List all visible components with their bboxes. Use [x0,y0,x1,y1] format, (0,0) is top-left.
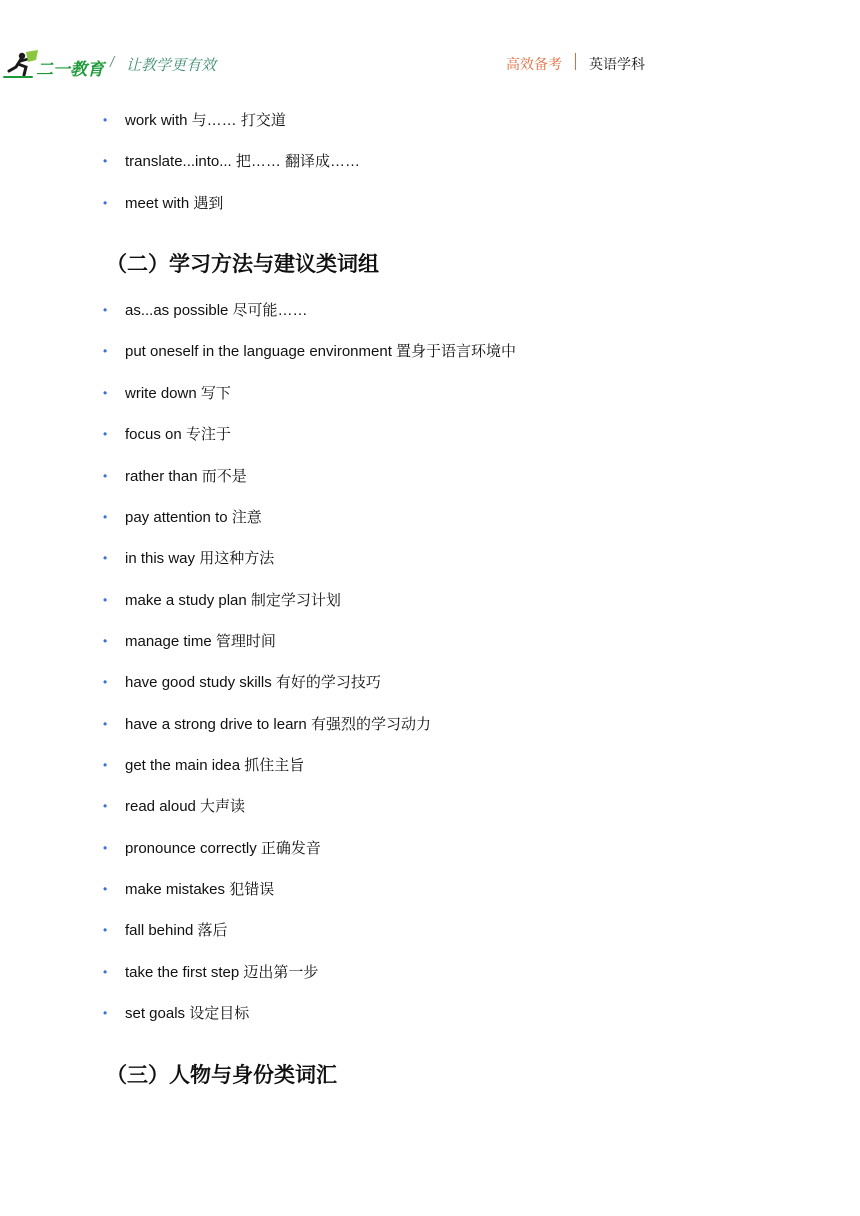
list-item-text: get the main idea 抓住主旨 [125,757,305,774]
page-header [0,44,860,80]
header-tag-exam: 高效备考 [506,56,562,72]
list-item-text: take the first step 迈出第一步 [125,964,319,981]
list-item-text: pronounce correctly 正确发音 [125,840,321,857]
list-item-text: translate...into... 把…… 翻译成…… [125,153,361,170]
slogan: 让教学更有效 [126,57,217,74]
list-item-text: read aloud 大声读 [125,798,246,815]
bullet: • [103,634,108,648]
bullet: • [103,758,108,772]
list-item-text: rather than 而不是 [125,468,247,485]
list-item-text: focus on 专注于 [125,426,231,443]
list-item-text: set goals 设定目标 [125,1005,250,1022]
header-tag-subject: 英语学科 [589,56,645,72]
bullet: • [103,510,108,524]
list-item-text: in this way 用这种方法 [125,550,275,567]
slogan-separator: / [110,54,115,71]
bullet: • [103,386,108,400]
bullet: • [103,344,108,358]
list-item-text: meet with 遇到 [125,195,224,212]
header-divider [575,53,576,70]
list-item-text: write down 写下 [125,385,231,402]
section-heading: （二）学习方法与建议类词组 [106,253,379,276]
logo-text: 二一教育 [36,60,104,79]
bullet: • [103,154,108,168]
bullet: • [103,469,108,483]
bullet: • [103,427,108,441]
list-item-text: fall behind 落后 [125,922,228,939]
list-item-text: make mistakes 犯错误 [125,881,275,898]
logo [2,50,110,80]
bullet: • [103,593,108,607]
bullet: • [103,196,108,210]
list-item-text: have good study skills 有好的学习技巧 [125,674,381,691]
bullet: • [103,882,108,896]
bullet: • [103,717,108,731]
bullet: • [103,551,108,565]
bullet: • [103,841,108,855]
bullet: • [103,303,108,317]
section-heading: （三）人物与身份类词汇 [106,1064,337,1087]
bullet: • [103,923,108,937]
bullet: • [103,799,108,813]
list-item-text: pay attention to 注意 [125,509,262,526]
bullet: • [103,1006,108,1020]
list-item-text: have a strong drive to learn 有强烈的学习动力 [125,716,431,733]
bullet: • [103,965,108,979]
list-item-text: as...as possible 尽可能…… [125,302,308,319]
bullet: • [103,113,108,127]
list-item-text: manage time 管理时间 [125,633,276,650]
list-item-text: make a study plan 制定学习计划 [125,592,341,609]
list-item-text: put oneself in the language environment 置身于语言环境中 [125,343,517,360]
bullet: • [103,675,108,689]
list-item-text: work with 与…… 打交道 [125,112,286,129]
